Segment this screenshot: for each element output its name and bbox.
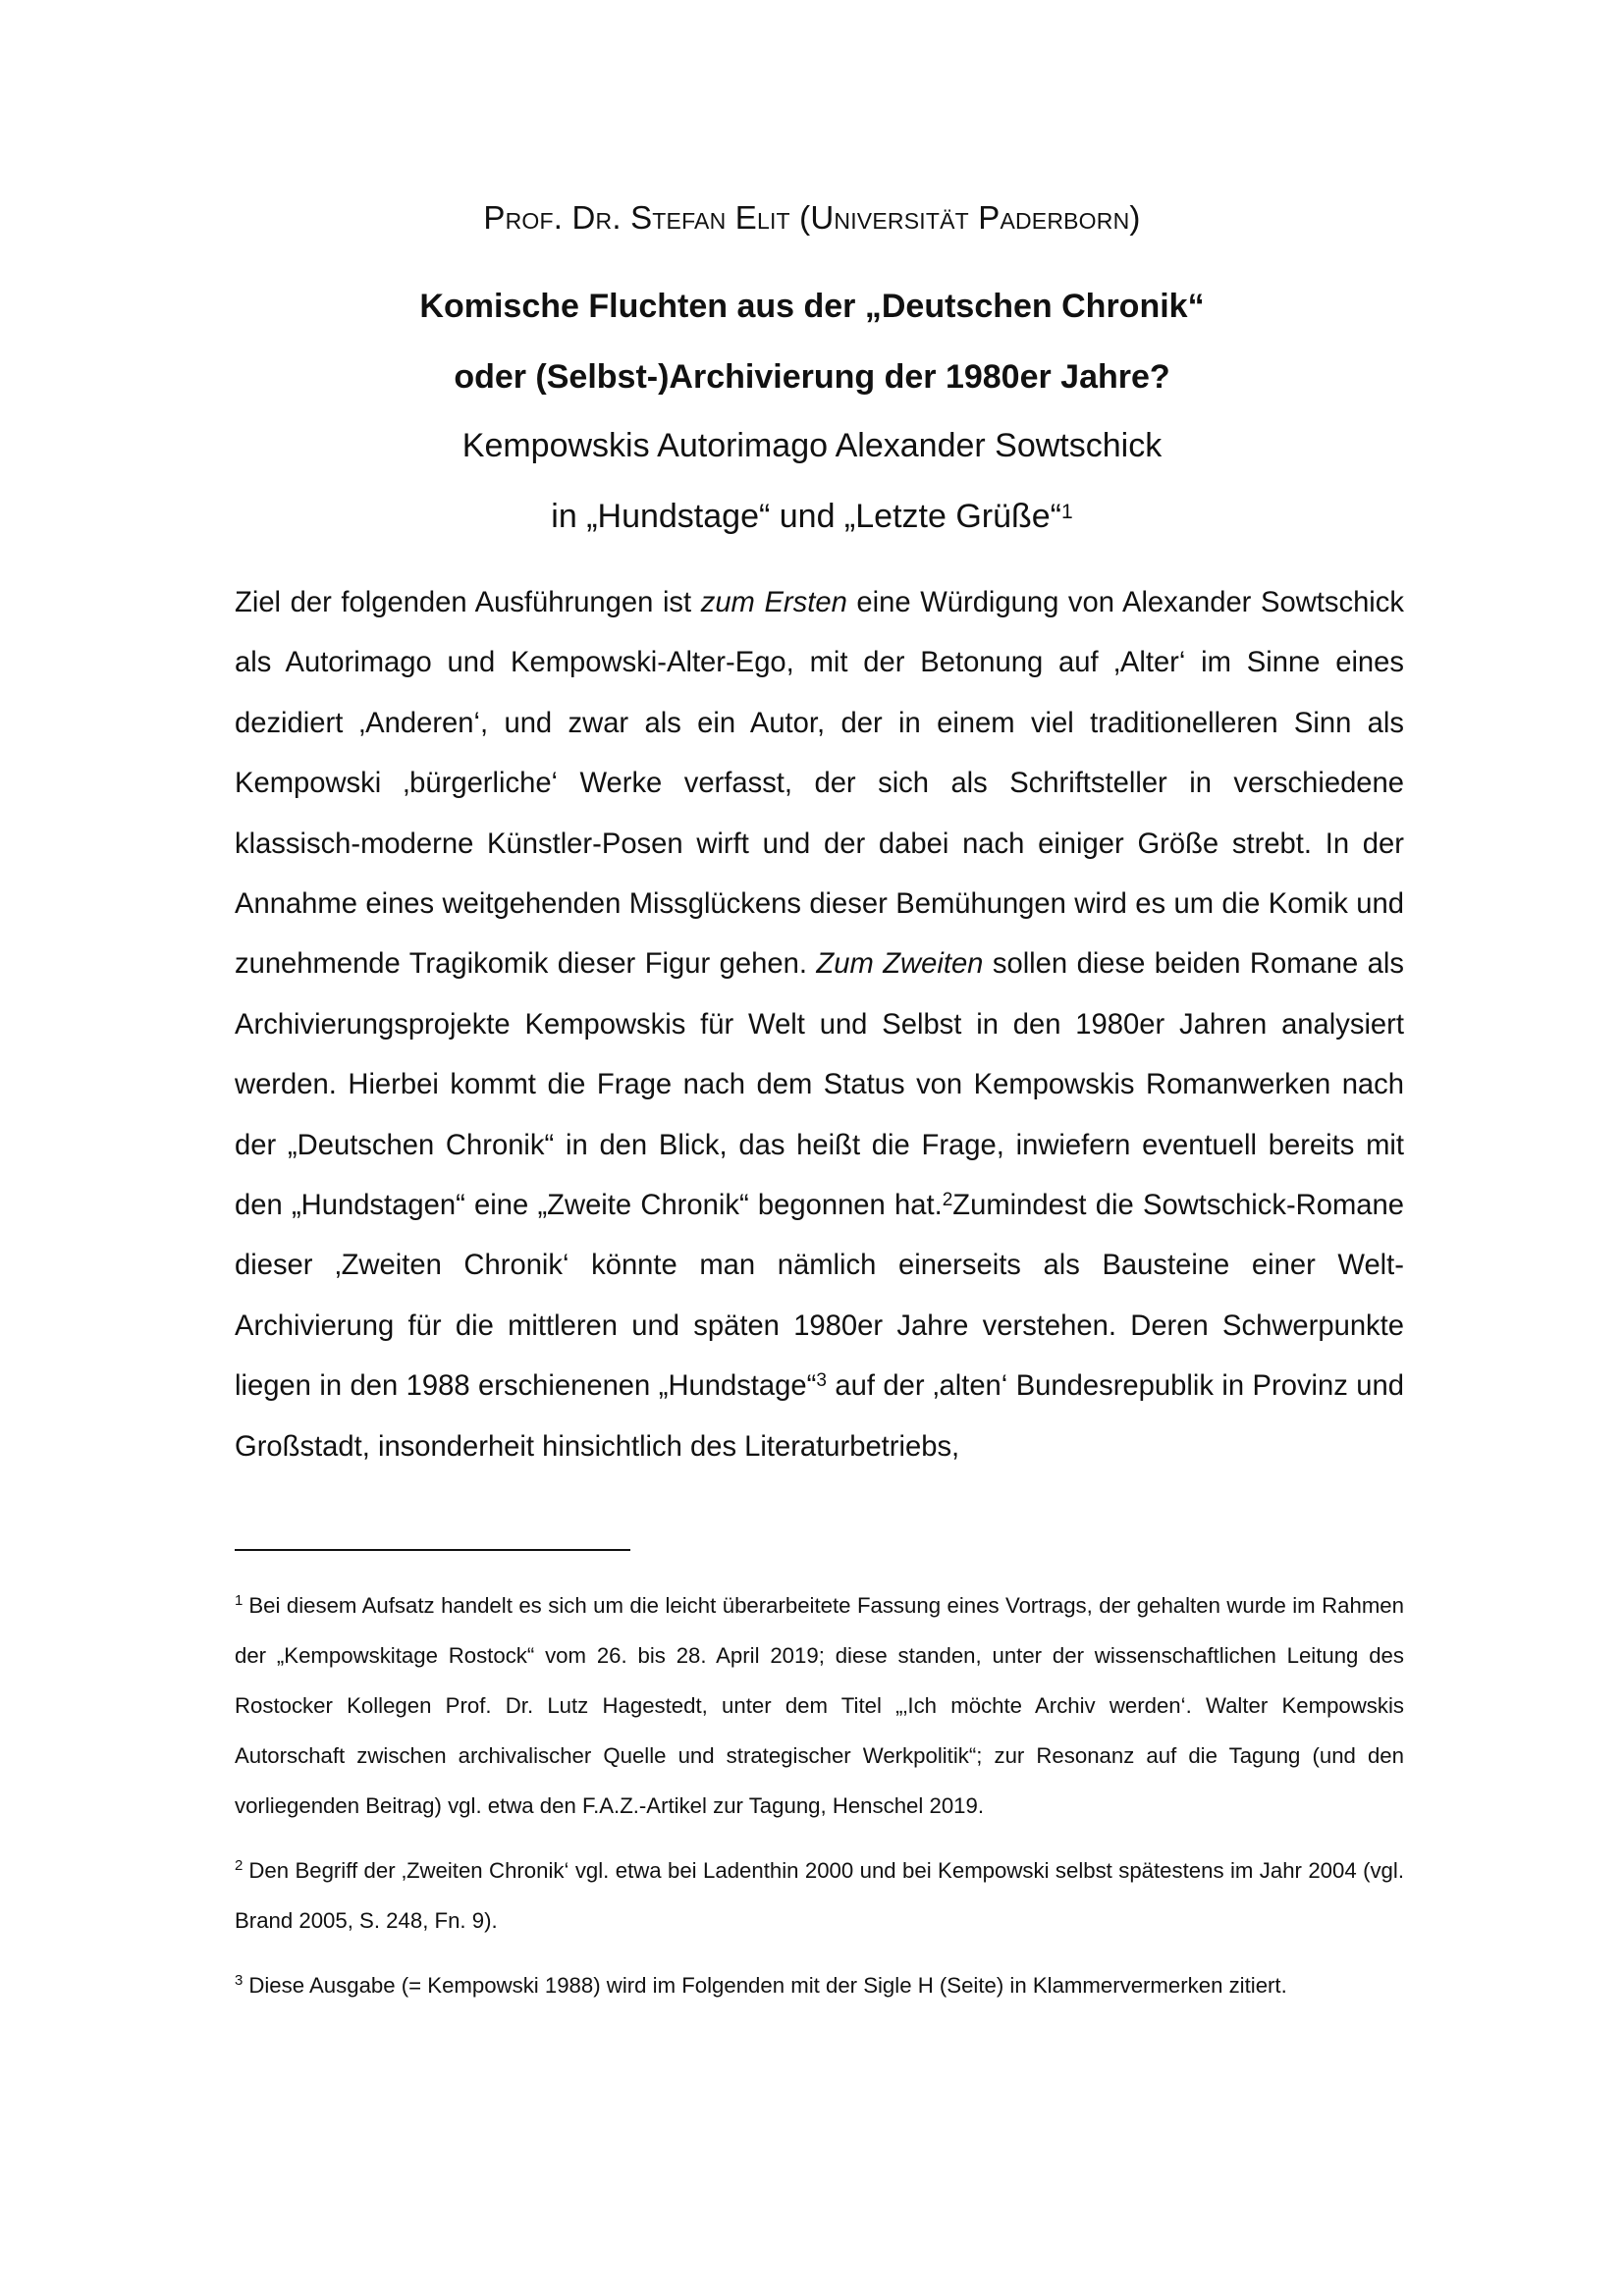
subtitle-line-1: Kempowskis Autorimago Alexander Sowtschick <box>461 427 1163 464</box>
author-line: Prof. Dr. Stefan Elit (Universität Paderborn) <box>483 199 1141 236</box>
footnote-2 <box>235 1845 1404 1946</box>
title-line-2: oder (Selbst-)Archivierung der 1980er Jahre? <box>454 358 1170 396</box>
body-emphasis: zum Ersten <box>700 587 847 618</box>
footnote-text: Diese Ausgabe (= Kempowski 1988) wird im Folgenden mit der Sigle H (Seite) in Klammervermerken zitiert. <box>248 1973 1287 1998</box>
footnote-separator <box>235 1549 630 1551</box>
body-text-segment: Zumindest die Sowtschick-Romane dieser ‚Zweiten Chronik‘ könnte man nämlich einerseits als Bausteine einer Welt-Archivierung für die mittleren und späten 1980er Jahre verstehen. Deren Schwerpunkte liegen in den 1988 erschienenen „Hundstage“ <box>235 1190 1404 1403</box>
footnote-1 <box>235 1580 1404 1831</box>
body-text-segment: sollen diese beiden Romane als Archivierungsprojekte Kempowskis für Welt und Selbst in den 1980er Jahren analysiert werden. Hierbei kommt die Frage nach dem Status von Kempowskis Romanwerken nach der „Deutschen Chronik“ in den Blick, das heißt die Frage, inwiefern eventuell bereits mit den „Hundstagen“ eine „Zweite Chronik“ begonnen hat. <box>235 948 1404 1222</box>
footnotes <box>235 1580 1404 2025</box>
subtitle-line-2 <box>0 495 1624 538</box>
footnote-text: Bei diesem Aufsatz handelt es sich um die leicht überarbeitete Fassung eines Vortrags, der gehalten wurde im Rahmen der „Kempowskitage Rostock“ vom 26. bis 28. April 2019; diese standen, unter der wissenschaftlichen Leitung des Rostocker Kollegen Prof. Dr. Lutz Hagestedt, unter dem Titel „‚Ich möchte Archiv werden‘. Walter Kempowskis Autorschaft zwischen archivalischer Quelle und strategischer Werkpolitik“; zur Resonanz auf die Tagung (und den vorliegenden Beitrag) vgl. etwa den F.A.Z.-Artikel zur Tagung, Henschel 2019. <box>235 1593 1404 1818</box>
footnote-ref-2[interactable]: 2 <box>942 1190 953 1211</box>
footnote-number: 2 <box>235 1857 244 1874</box>
footnote-3 <box>235 1960 1404 2010</box>
footnote-ref-3[interactable]: 3 <box>816 1370 827 1392</box>
footnote-number: 3 <box>235 1972 244 1989</box>
body-text-segment: Ziel der folgenden Ausführungen ist <box>235 587 701 618</box>
footnote-number: 1 <box>235 1592 244 1609</box>
body-paragraph <box>235 573 1404 1477</box>
title-line-1: Komische Fluchten aus der „Deutschen Chronik“ <box>419 288 1205 325</box>
subtitle-line-2-text: in „Hundstage“ und „Letzte Grüße“ <box>551 498 1061 535</box>
body-text-segment: eine Würdigung von Alexander Sowtschick als Autorimago und Kempowski-Alter-Ego, mit der Betonung auf ‚Alter‘ im Sinne eines dezidiert ‚Anderen‘, und zwar als ein Autor, der in einem viel traditionelleren Sinn als Kempowski ‚bürgerliche‘ Werke verfasst, der sich als Schriftsteller in verschiedene klassisch-moderne Künstler-Posen wirft und der dabei nach einiger Größe strebt. In der Annahme eines weitgehenden Missglückens dieser Bemühungen wird es um die Komik und zunehmende Tragikomik dieser Figur gehen. <box>235 587 1404 981</box>
footnote-ref-1[interactable]: 1 <box>1061 501 1073 523</box>
footnote-text: Den Begriff der ‚Zweiten Chronik‘ vgl. etwa bei Ladenthin 2000 und bei Kempowski selbst spätestens im Jahr 2004 (vgl. Brand 2005, S. 248, Fn. 9). <box>235 1858 1404 1933</box>
body-text-segment: auf der ‚alten‘ Bundesrepublik in Provinz und Großstadt, insonderheit hinsichtlich des Literaturbetriebs, <box>235 1370 1404 1463</box>
body-emphasis: Zum Zweiten <box>816 948 984 981</box>
